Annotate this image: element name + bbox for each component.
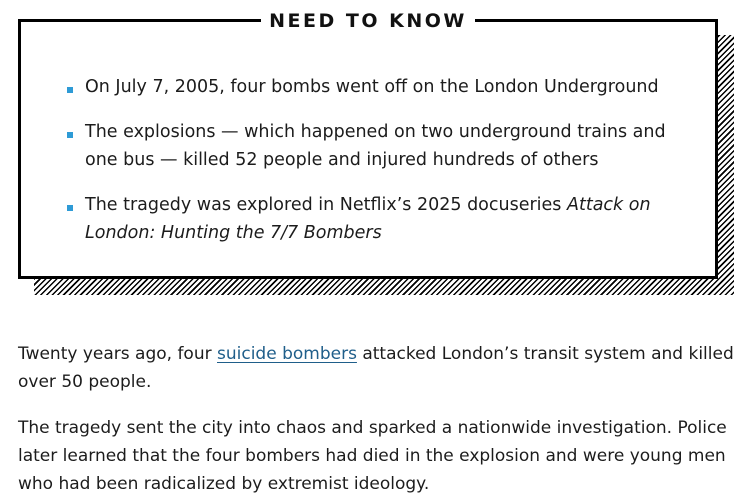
bullet-item (67, 191, 691, 247)
need-to-know-box (18, 10, 734, 295)
article-paragraph-2: The tragedy sent the city into chaos and sparked a nationwide investigation. Police later learned that the four bombers had died in the explosion and were young men who had been radicalized by extremist ideology. (18, 418, 727, 494)
bullet-dot-icon (67, 205, 73, 211)
bullet-item (67, 118, 691, 174)
suicide-bombers-link[interactable]: suicide bombers (217, 344, 357, 364)
docuseries-title: Attack on London: Hunting the 7/7 Bombers (85, 195, 651, 243)
article-paragraph-1 (18, 340, 744, 396)
paragraph-text: attacked London’s transit system and killed over 50 people. (18, 344, 734, 392)
paragraph-text: Twenty years ago, four (18, 344, 217, 364)
bullet-dot-icon (67, 87, 73, 93)
bullet-text: The explosions — which happened on two underground trains and one bus — killed 52 people and injured hundreds of others (85, 122, 666, 170)
bullet-item (67, 73, 691, 101)
bullet-dot-icon (67, 132, 73, 138)
need-to-know-panel (18, 10, 718, 279)
need-to-know-title: NEED TO KNOW (261, 9, 475, 33)
bullet-list (67, 73, 691, 264)
bullet-text: The tragedy was explored in Netflix’s 2025 docuseries (85, 195, 567, 215)
bullet-text: On July 7, 2005, four bombs went off on the London Underground (85, 77, 659, 97)
